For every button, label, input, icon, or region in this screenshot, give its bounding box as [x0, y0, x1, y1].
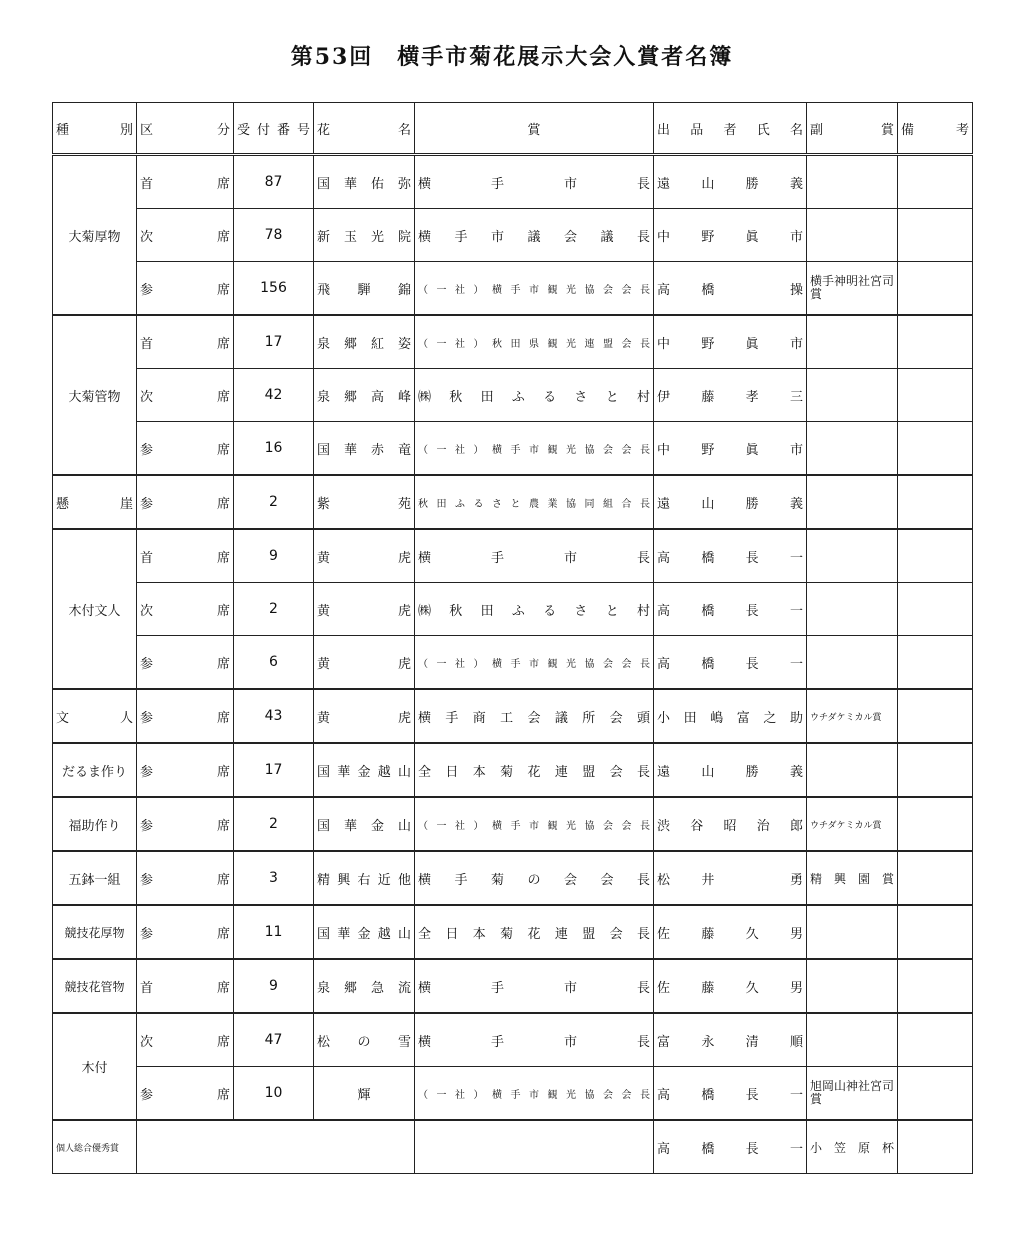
- award-cell: 横手菊の会会長: [415, 851, 654, 905]
- num-cell: 2: [234, 583, 314, 636]
- flower-cell: 紫 苑: [314, 475, 415, 529]
- remarks-cell: [898, 369, 973, 422]
- kind-cell: 個人総合優秀賞: [53, 1120, 137, 1174]
- sub-award-cell: [807, 743, 898, 797]
- entrant-cell: 小田嶋富之助: [654, 689, 807, 743]
- entrant-cell: 渋谷昭治郎: [654, 797, 807, 851]
- class-cell: 次 席: [137, 583, 234, 636]
- entrant-cell: 高橋長一: [654, 1067, 807, 1121]
- kind-cell: 五鉢一組: [53, 851, 137, 905]
- class-cell: 首 席: [137, 959, 234, 1013]
- class-cell: 参 席: [137, 636, 234, 690]
- flower-cell: 国華金山: [314, 797, 415, 851]
- awards-table: [52, 102, 973, 1174]
- class-cell: 参 席: [137, 475, 234, 529]
- header-award: 賞: [415, 103, 654, 155]
- sub-award-cell: [807, 475, 898, 529]
- remarks-cell: [898, 1120, 973, 1174]
- kind-cell: 文 人: [53, 689, 137, 743]
- entrant-cell: 高橋長一: [654, 529, 807, 583]
- class-cell: 参 席: [137, 743, 234, 797]
- num-cell: 10: [234, 1067, 314, 1121]
- table-row: [53, 583, 973, 636]
- award-cell: 横手市長: [415, 959, 654, 1013]
- remarks-cell: [898, 529, 973, 583]
- sub-award-cell: [807, 209, 898, 262]
- header-flower: 花 名: [314, 103, 415, 155]
- sub-award-cell: ウチダケミカル賞: [807, 797, 898, 851]
- flower-cell: 泉郷急流: [314, 959, 415, 1013]
- class-cell: 次 席: [137, 209, 234, 262]
- table-row: [53, 959, 973, 1013]
- entrant-cell: 遠山勝義: [654, 743, 807, 797]
- sub-award-cell: [807, 1013, 898, 1067]
- table-row: [53, 1013, 973, 1067]
- class-cell: 参 席: [137, 1067, 234, 1121]
- header-class: 区 分: [137, 103, 234, 155]
- class-cell: 参 席: [137, 422, 234, 476]
- class-cell: 首 席: [137, 315, 234, 369]
- remarks-cell: [898, 209, 973, 262]
- award-cell: 全日本菊花連盟会長: [415, 743, 654, 797]
- table-row: [53, 1120, 973, 1174]
- remarks-cell: [898, 851, 973, 905]
- award-cell: 横手商工会議所会頭: [415, 689, 654, 743]
- empty-cell: [137, 1120, 415, 1174]
- sub-award-cell: 小笠原杯: [807, 1120, 898, 1174]
- class-cell: 次 席: [137, 369, 234, 422]
- header-entrant: 出品者氏名: [654, 103, 807, 155]
- num-cell: 16: [234, 422, 314, 476]
- remarks-cell: [898, 583, 973, 636]
- flower-cell: 飛騨錦: [314, 262, 415, 316]
- award-cell: ㈱秋田ふるさと村: [415, 369, 654, 422]
- header-kind: 種 別: [53, 103, 137, 155]
- num-cell: 17: [234, 315, 314, 369]
- remarks-cell: [898, 315, 973, 369]
- flower-cell: 国華金越山: [314, 905, 415, 959]
- num-cell: 6: [234, 636, 314, 690]
- num-cell: 9: [234, 529, 314, 583]
- sub-award-cell: [807, 529, 898, 583]
- num-cell: 11: [234, 905, 314, 959]
- sub-award-cell: [807, 636, 898, 690]
- sub-award-cell: [807, 905, 898, 959]
- award-cell: ㈱秋田ふるさと村: [415, 583, 654, 636]
- sub-award-cell: [807, 422, 898, 476]
- remarks-cell: [898, 797, 973, 851]
- class-cell: 参 席: [137, 797, 234, 851]
- num-cell: 42: [234, 369, 314, 422]
- table-row: [53, 209, 973, 262]
- num-cell: 2: [234, 475, 314, 529]
- num-cell: 43: [234, 689, 314, 743]
- table-row: [53, 475, 973, 529]
- kind-cell: だるま作り: [53, 743, 137, 797]
- entrant-cell: 高橋長一: [654, 1120, 807, 1174]
- remarks-cell: [898, 689, 973, 743]
- sub-award-cell: [807, 369, 898, 422]
- class-cell: 参 席: [137, 851, 234, 905]
- flower-cell: 黄 虎: [314, 583, 415, 636]
- award-cell: 横手市長: [415, 529, 654, 583]
- kind-cell: 競技花厚物: [53, 905, 137, 959]
- flower-cell: 黄 虎: [314, 529, 415, 583]
- num-cell: 47: [234, 1013, 314, 1067]
- kind-cell: 懸 崖: [53, 475, 137, 529]
- award-cell: （一社）横手市観光協会会長: [415, 797, 654, 851]
- class-cell: 参 席: [137, 905, 234, 959]
- award-cell: [415, 1120, 654, 1174]
- award-cell: 全日本菊花連盟会長: [415, 905, 654, 959]
- table-row: [53, 797, 973, 851]
- entrant-cell: 伊藤孝三: [654, 369, 807, 422]
- table-row: [53, 851, 973, 905]
- flower-cell: 輝: [314, 1067, 415, 1121]
- num-cell: 156: [234, 262, 314, 316]
- sub-award-cell: [807, 315, 898, 369]
- kind-cell: 木付文人: [53, 529, 137, 689]
- sub-award-cell: [807, 959, 898, 1013]
- flower-cell: 国華赤竜: [314, 422, 415, 476]
- entrant-cell: 高橋 操: [654, 262, 807, 316]
- flower-cell: 黄 虎: [314, 636, 415, 690]
- sub-award-cell: 横手神明社宮司賞: [807, 262, 898, 316]
- sub-award-cell: ウチダケミカル賞: [807, 689, 898, 743]
- table-row: [53, 905, 973, 959]
- award-cell: （一社）秋田県観光連盟会長: [415, 315, 654, 369]
- table-row: [53, 636, 973, 690]
- remarks-cell: [898, 1067, 973, 1121]
- flower-cell: 精興右近他: [314, 851, 415, 905]
- flower-cell: 泉郷高峰: [314, 369, 415, 422]
- sub-award-cell: [807, 155, 898, 209]
- remarks-cell: [898, 743, 973, 797]
- table-row: [53, 529, 973, 583]
- class-cell: 参 席: [137, 689, 234, 743]
- kind-cell: 競技花管物: [53, 959, 137, 1013]
- award-cell: 横手市長: [415, 155, 654, 209]
- remarks-cell: [898, 1013, 973, 1067]
- table-row: [53, 155, 973, 209]
- table-row: [53, 422, 973, 476]
- flower-cell: 泉郷紅姿: [314, 315, 415, 369]
- remarks-cell: [898, 959, 973, 1013]
- class-cell: 首 席: [137, 529, 234, 583]
- award-cell: 秋田ふるさと農業協同組合長: [415, 475, 654, 529]
- table-header-row: [53, 103, 973, 155]
- entrant-cell: 松井 勇: [654, 851, 807, 905]
- num-cell: 3: [234, 851, 314, 905]
- sub-award-cell: 精興園賞: [807, 851, 898, 905]
- remarks-cell: [898, 422, 973, 476]
- table-row: [53, 1067, 973, 1121]
- entrant-cell: 中野眞市: [654, 209, 807, 262]
- table-row: [53, 369, 973, 422]
- award-cell: 横手市議会議長: [415, 209, 654, 262]
- num-cell: 2: [234, 797, 314, 851]
- remarks-cell: [898, 155, 973, 209]
- header-num: 受付番号: [234, 103, 314, 155]
- award-cell: （一社）横手市観光協会会長: [415, 422, 654, 476]
- table-row: [53, 262, 973, 316]
- header-remarks: 備 考: [898, 103, 973, 155]
- entrant-cell: 佐藤久男: [654, 959, 807, 1013]
- kind-cell: 大菊管物: [53, 315, 137, 475]
- entrant-cell: 高橋長一: [654, 583, 807, 636]
- flower-cell: 国華佑弥: [314, 155, 415, 209]
- class-cell: 首 席: [137, 155, 234, 209]
- entrant-cell: 遠山勝義: [654, 475, 807, 529]
- flower-cell: 松の雪: [314, 1013, 415, 1067]
- num-cell: 17: [234, 743, 314, 797]
- kind-cell: 福助作り: [53, 797, 137, 851]
- flower-cell: 新玉光院: [314, 209, 415, 262]
- sub-award-cell: [807, 583, 898, 636]
- award-cell: （一社）横手市観光協会会長: [415, 636, 654, 690]
- entrant-cell: 佐藤久男: [654, 905, 807, 959]
- class-cell: 次 席: [137, 1013, 234, 1067]
- num-cell: 87: [234, 155, 314, 209]
- remarks-cell: [898, 262, 973, 316]
- table-row: [53, 689, 973, 743]
- entrant-cell: 中野眞市: [654, 315, 807, 369]
- num-cell: 9: [234, 959, 314, 1013]
- header-sub-award: 副 賞: [807, 103, 898, 155]
- kind-cell: 大菊厚物: [53, 155, 137, 316]
- table-row: [53, 315, 973, 369]
- entrant-cell: 遠山勝義: [654, 155, 807, 209]
- remarks-cell: [898, 636, 973, 690]
- entrant-cell: 富永清順: [654, 1013, 807, 1067]
- remarks-cell: [898, 475, 973, 529]
- page-title: 第53回 横手市菊花展示大会入賞者名簿: [290, 44, 734, 70]
- award-cell: （一社）横手市観光協会会長: [415, 262, 654, 316]
- remarks-cell: [898, 905, 973, 959]
- entrant-cell: 中野眞市: [654, 422, 807, 476]
- award-cell: （一社）横手市観光協会会長: [415, 1067, 654, 1121]
- class-cell: 参 席: [137, 262, 234, 316]
- entrant-cell: 高橋長一: [654, 636, 807, 690]
- num-cell: 78: [234, 209, 314, 262]
- flower-cell: 国華金越山: [314, 743, 415, 797]
- sub-award-cell: 旭岡山神社宮司賞: [807, 1067, 898, 1121]
- award-cell: 横手市長: [415, 1013, 654, 1067]
- table-row: [53, 743, 973, 797]
- flower-cell: 黄 虎: [314, 689, 415, 743]
- kind-cell: 木付: [53, 1013, 137, 1120]
